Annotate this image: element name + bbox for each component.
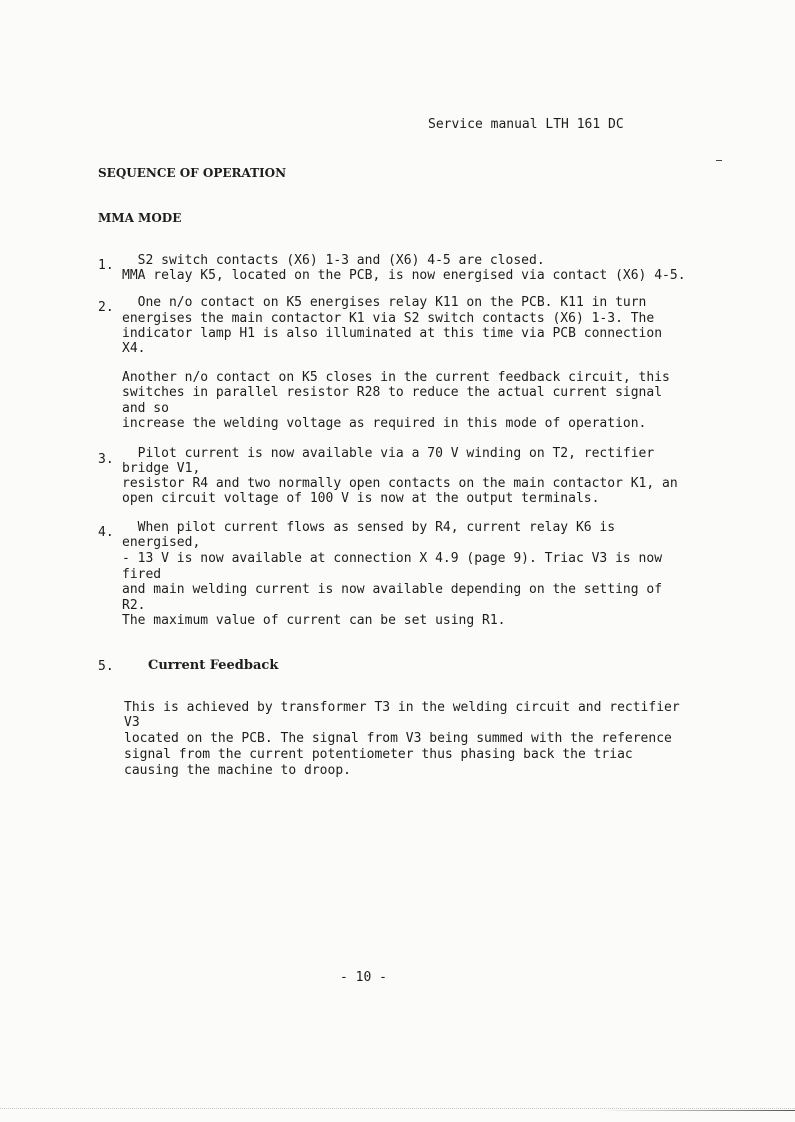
item-number-2: 2.	[98, 300, 114, 315]
item-number-1: 1.	[98, 258, 114, 273]
item-2-line-2: energises the main contactor K1 via S2 switch contacts (X6) 1-3. The	[122, 311, 655, 326]
item-5-line-3: located on the PCB. The signal from V3 being summed with the reference	[124, 731, 672, 746]
item-3-line-2: bridge V1,	[122, 461, 201, 476]
section-heading-sequence: SEQUENCE OF OPERATION	[98, 166, 287, 180]
current-feedback-heading: Current Feedback	[148, 658, 279, 673]
scan-edge-line	[600, 1110, 795, 1111]
item-5-line-1: This is achieved by transformer T3 in the welding circuit and rectifier	[124, 700, 680, 715]
document-title: Service manual LTH 161 DC	[428, 117, 624, 132]
item-5-line-2: V3	[124, 715, 140, 730]
item-2-line-8: and so	[122, 401, 169, 416]
item-2-line-4: X4.	[122, 341, 146, 356]
item-4-line-5: and main welding current is now available depending on the setting of	[122, 582, 663, 597]
item-number-4: 4.	[98, 525, 114, 540]
item-4-line-3: - 13 V is now available at connection X 4.9 (page 9). Triac V3 is now	[122, 551, 663, 566]
item-3-line-4: open circuit voltage of 100 V is now at the output terminals.	[122, 491, 600, 506]
item-4-line-6: R2.	[122, 598, 146, 613]
section-heading-mma-mode: MMA MODE	[98, 211, 182, 225]
item-3-line-3: resistor R4 and two normally open contacts on the main contactor K1, an	[122, 476, 678, 491]
item-number-3: 3.	[98, 452, 114, 467]
item-1-line-2: MMA relay K5, located on the PCB, is now energised via contact (X6) 4-5.	[122, 268, 686, 283]
item-4-line-1: When pilot current flows as sensed by R4, current relay K6 is	[122, 520, 616, 535]
scan-edge-dotted	[0, 1108, 795, 1109]
item-2-line-6: Another n/o contact on K5 closes in the current feedback circuit, this	[122, 370, 670, 385]
page-number: - 10 -	[340, 970, 387, 985]
item-2-line-3: indicator lamp H1 is also illuminated at this time via PCB connection	[122, 326, 663, 341]
item-2-line-9: increase the welding voltage as required in this mode of operation.	[122, 416, 647, 431]
item-4-line-2: energised,	[122, 535, 201, 550]
item-1-line-1: S2 switch contacts (X6) 1-3 and (X6) 4-5 are closed.	[122, 253, 545, 268]
item-2-line-1: One n/o contact on K5 energises relay K11 on the PCB. K11 in turn	[122, 295, 647, 310]
scan-mark	[716, 160, 722, 161]
item-2-line-7: switches in parallel resistor R28 to reduce the actual current signal	[122, 385, 663, 400]
item-5-line-4: signal from the current potentiometer thus phasing back the triac	[124, 747, 633, 762]
item-4-line-7: The maximum value of current can be set using R1.	[122, 613, 506, 628]
item-number-5: 5.	[98, 659, 114, 674]
item-5-line-5: causing the machine to droop.	[124, 763, 351, 778]
item-3-line-1: Pilot current is now available via a 70 V winding on T2, rectifier	[122, 446, 655, 461]
item-4-line-4: fired	[122, 567, 162, 582]
